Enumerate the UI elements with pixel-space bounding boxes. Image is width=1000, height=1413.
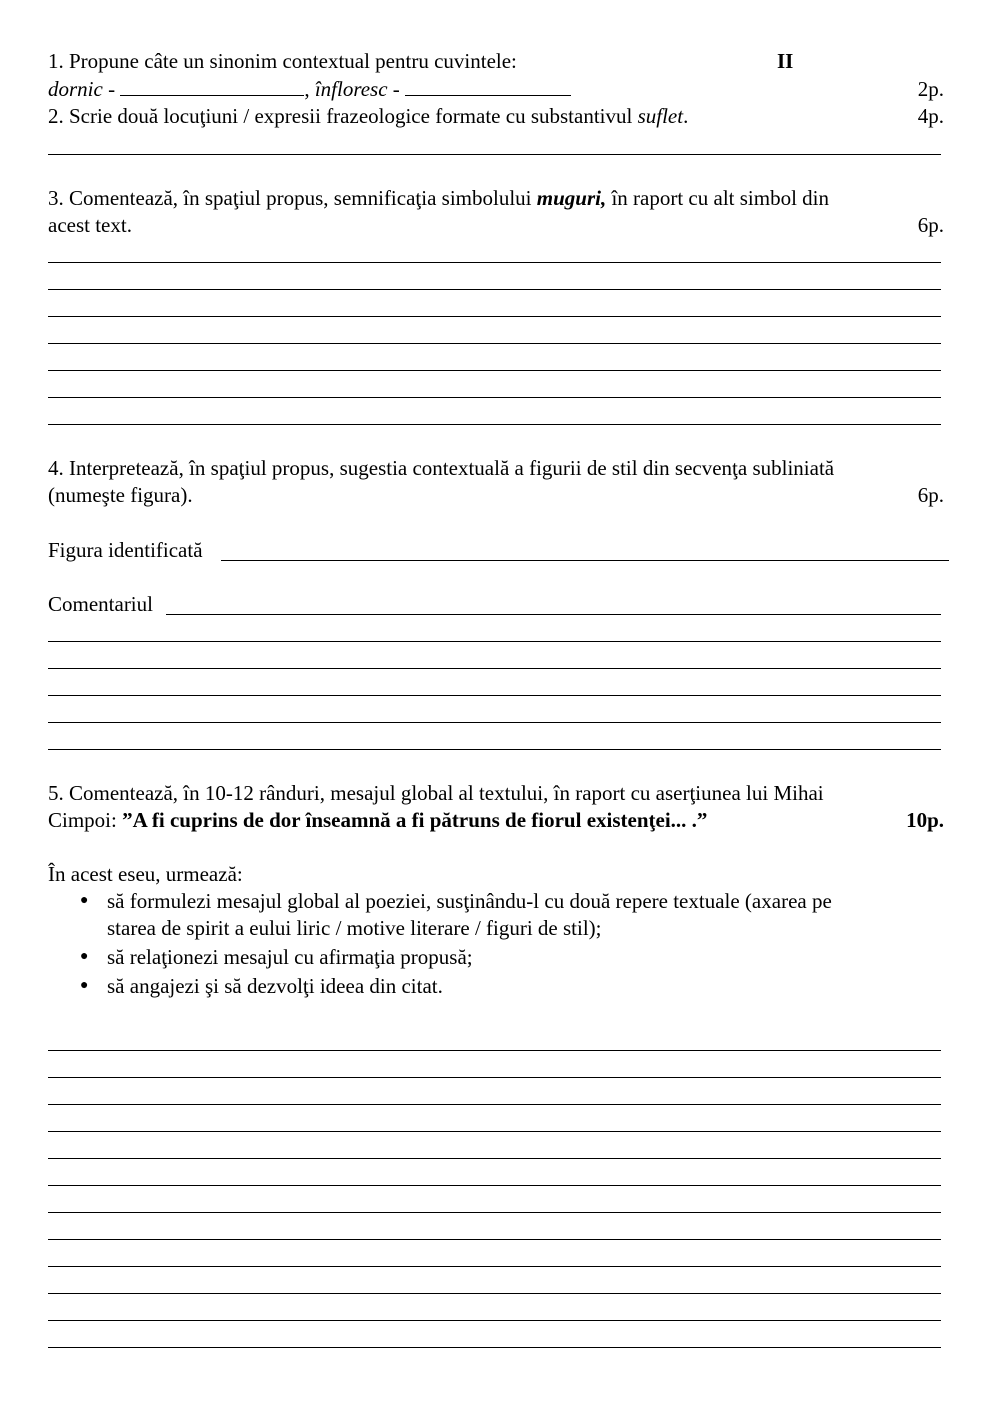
q3-answer-line[interactable] <box>48 397 941 398</box>
q5-answer-line[interactable] <box>48 1185 941 1186</box>
q5-answer-line[interactable] <box>48 1077 941 1078</box>
q5-answer-line[interactable] <box>48 1212 941 1213</box>
q5-bullet-3: să angajezi şi să dezvolţi ideea din citat. <box>107 974 443 998</box>
q4-answer-line[interactable] <box>48 641 941 642</box>
q5-answer-line[interactable] <box>48 1320 941 1321</box>
q5-bullet-2: să relaţionezi mesajul cu afirmaţia propusă; <box>107 945 473 969</box>
q3-prompt-line2: acest text. <box>48 213 132 237</box>
q3-prompt: 3. Comentează, în spaţiul propus, semnificaţia simbolului muguri, în raport cu alt simbol din <box>48 186 829 210</box>
q3-answer-line[interactable] <box>48 262 941 263</box>
q5-answer-line[interactable] <box>48 1131 941 1132</box>
q4-figure-label: Figura identificată <box>48 538 203 562</box>
bullet-icon: ● <box>80 893 89 908</box>
q3-answer-line[interactable] <box>48 289 941 290</box>
q3-points: 6p. <box>917 213 944 237</box>
q5-answer-line[interactable] <box>48 1050 941 1051</box>
q5-intro: În acest eseu, urmează: <box>48 862 243 886</box>
q4-answer-line[interactable] <box>48 668 941 669</box>
q3-answer-line[interactable] <box>48 343 941 344</box>
q4-prompt-line2: (numeşte figura). <box>48 483 193 507</box>
q2-answer-line[interactable] <box>48 154 941 155</box>
q1-answer1-blank[interactable] <box>120 76 304 96</box>
q1-fill-row: dornic - , înfloresc - <box>48 76 571 102</box>
q5-prompt-line2: Cimpoi: ”A fi cuprins de dor înseamnă a fi pătruns de fiorul existenţei... .” <box>48 808 708 832</box>
q5-answer-line[interactable] <box>48 1347 941 1348</box>
q5-answer-line[interactable] <box>48 1104 941 1105</box>
q3-answer-line[interactable] <box>48 424 941 425</box>
q5-answer-line[interactable] <box>48 1158 941 1159</box>
q4-points: 6p. <box>917 483 944 507</box>
bullet-icon: ● <box>80 949 89 964</box>
q2-points: 4p. <box>917 104 944 128</box>
q5-prompt: 5. Comentează, în 10-12 rânduri, mesajul global al textului, în raport cu aserţiunea lui Mihai <box>48 781 824 805</box>
q5-bullet-1: să formulezi mesajul global al poeziei, susţinându-l cu două repere textuale (axarea pe <box>107 889 832 913</box>
q4-prompt: 4. Interpretează, în spaţiul propus, sugestia contextuală a figurii de stil din secvenţa subliniată <box>48 456 835 480</box>
q3-answer-line[interactable] <box>48 316 941 317</box>
q5-bullet-1-cont: starea de spirit a eului liric / motive literare / figuri de stil); <box>107 916 602 940</box>
q5-answer-line[interactable] <box>48 1266 941 1267</box>
q5-points: 10p. <box>906 808 944 832</box>
q1-answer2-blank[interactable] <box>405 76 571 96</box>
q5-answer-line[interactable] <box>48 1239 941 1240</box>
bullet-icon: ● <box>80 978 89 993</box>
q1-prompt: 1. Propune câte un sinonim contextual pentru cuvintele: <box>48 49 517 73</box>
q1-word2: înfloresc <box>314 77 388 101</box>
q3-answer-line[interactable] <box>48 370 941 371</box>
q5-quote: ”A fi cuprins de dor înseamnă a fi pătruns de fiorul existenţei... .” <box>122 808 708 832</box>
q2-word: suflet <box>637 104 684 128</box>
q4-comment-answer-line[interactable] <box>166 614 941 615</box>
q3-word: muguri, <box>536 186 607 210</box>
q2-prompt: 2. Scrie două locuţiuni / expresii frazeologice formate cu substantivul suflet. <box>48 104 689 128</box>
section-label: II <box>777 49 794 73</box>
q1-word1: dornic <box>48 77 103 101</box>
q4-answer-line[interactable] <box>48 749 941 750</box>
q4-comment-label: Comentariul <box>48 592 153 616</box>
q4-figure-answer-line[interactable] <box>221 560 949 561</box>
q5-answer-line[interactable] <box>48 1293 941 1294</box>
q4-answer-line[interactable] <box>48 695 941 696</box>
q4-answer-line[interactable] <box>48 722 941 723</box>
q1-points: 2p. <box>917 77 944 101</box>
